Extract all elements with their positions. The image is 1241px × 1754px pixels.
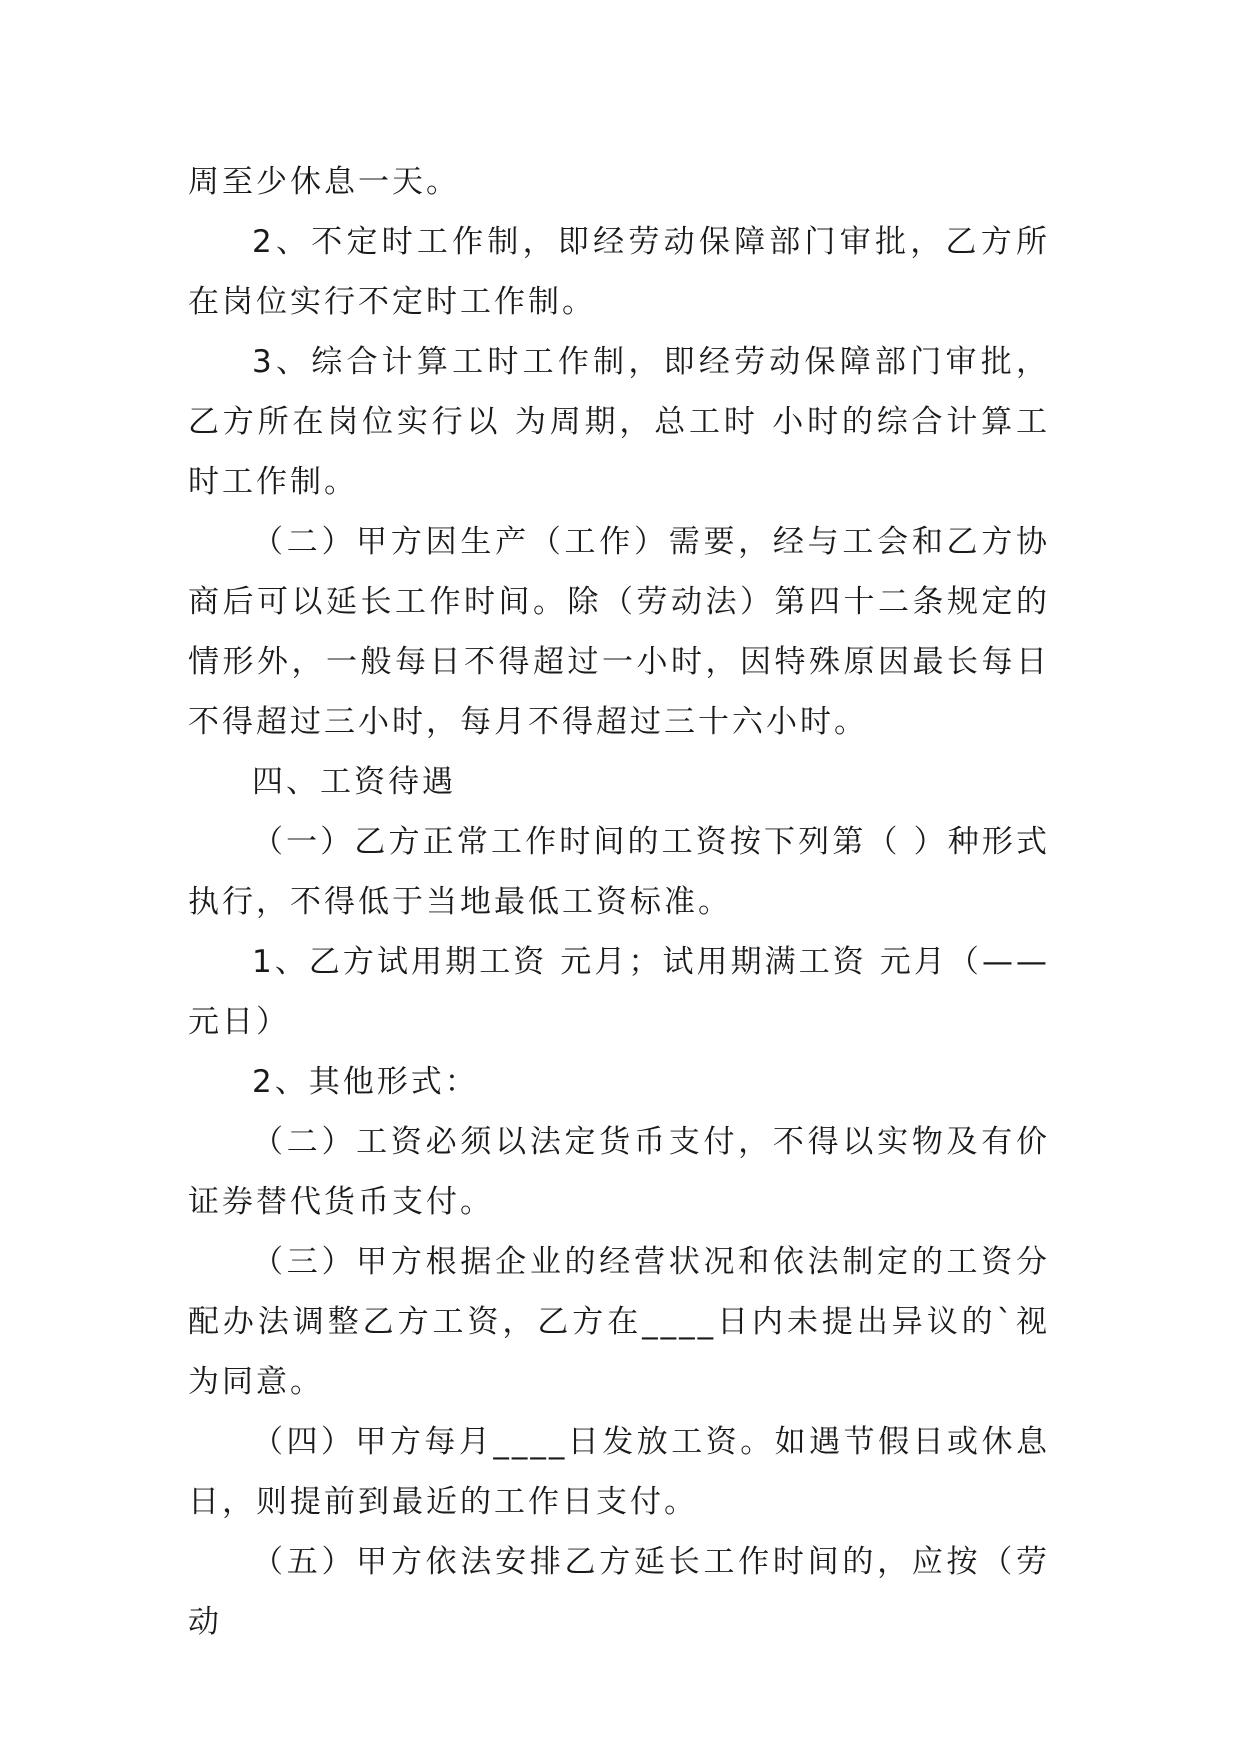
paragraph-rest-day: 周至少休息一天。 [188, 164, 460, 200]
paragraph-other-forms: 2、其他形式： [252, 1064, 479, 1100]
paragraph-overtime-rules: （二）甲方因生产（工作）需要，经与工会和乙方协商后可以延长工作时间。除（劳动法）第四十二条规定的情形外，一般每日不得超过一小时，因特殊原因最长每日不得超过三小时，每月不得超过三十六小时。 [188, 524, 1050, 740]
document-body [188, 152, 1050, 1652]
paragraph-flexible-hours: 2、不定时工作制，即经劳动保障部门审批，乙方所在岗位实行不定时工作制。 [188, 224, 1050, 320]
paragraph-overtime-pay: （五）甲方依法安排乙方延长工作时间的，应按（劳动 [188, 1544, 1050, 1640]
paragraph-pay-date: （四）甲方每月____日发放工资。如遇节假日或休息日，则提前到最近的工作日支付。 [188, 1424, 1050, 1520]
paragraph-currency-payment: （二）工资必须以法定货币支付，不得以实物及有价证券替代货币支付。 [188, 1124, 1050, 1220]
paragraph-probation-wage: 1、乙方试用期工资 元月；试用期满工资 元月（——元日） [188, 944, 1050, 1040]
paragraph-wage-adjustment: （三）甲方根据企业的经营状况和依法制定的工资分配办法调整乙方工资，乙方在____日内未提出异议的`视为同意。 [188, 1244, 1050, 1400]
paragraph-wage-form: （一）乙方正常工作时间的工资按下列第（ ）种形式执行，不得低于当地最低工资标准。 [188, 824, 1050, 920]
section-heading-wages: 四、工资待遇 [252, 764, 456, 800]
paragraph-comprehensive-hours: 3、综合计算工时工作制，即经劳动保障部门审批，乙方所在岗位实行以 为周期，总工时 小时的综合计算工时工作制。 [188, 344, 1050, 500]
